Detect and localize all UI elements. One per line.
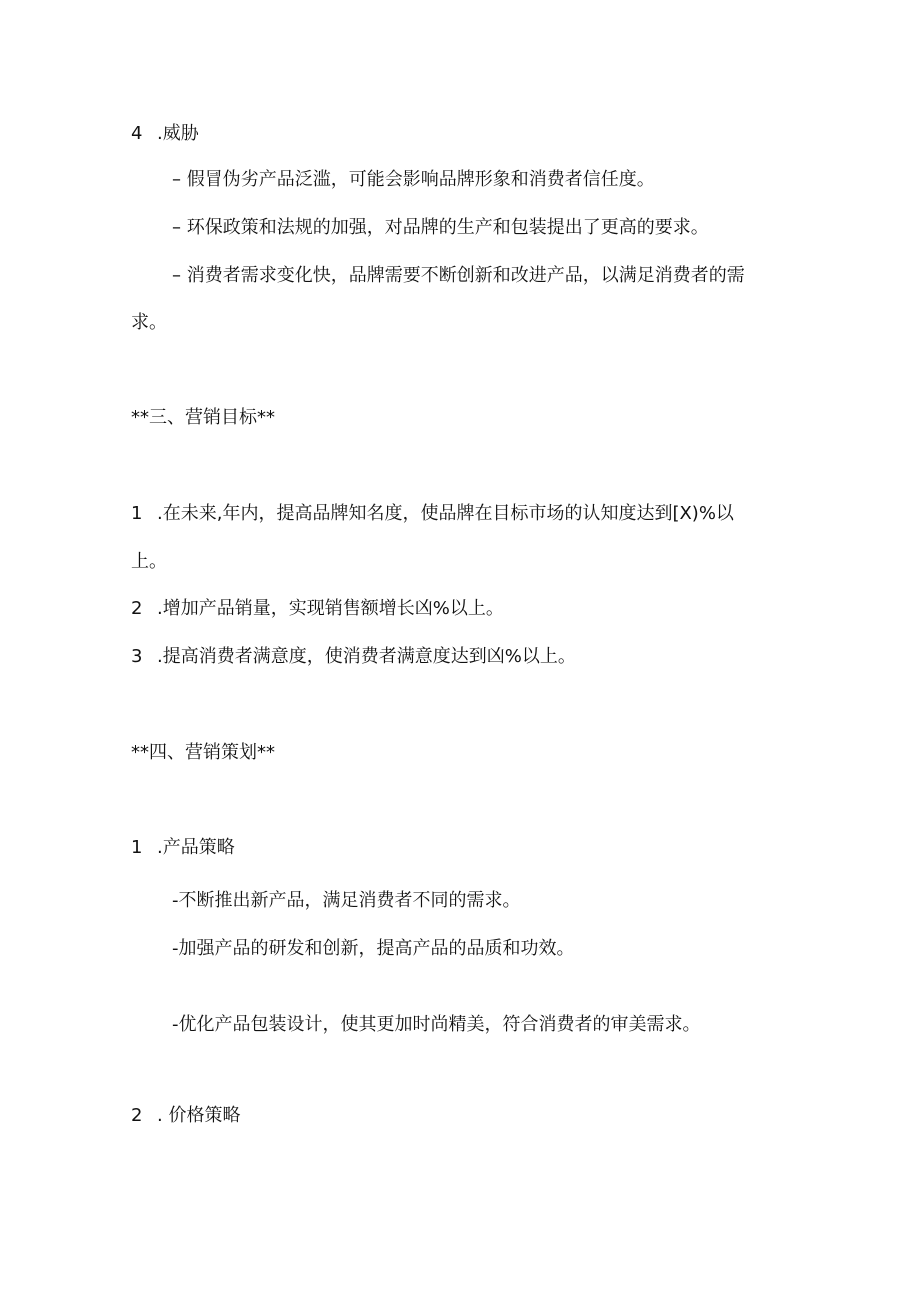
- goal-item: [131, 502, 734, 526]
- subsection-title: .产品策略: [157, 837, 235, 858]
- bullet-item: -加强产品的研发和创新，提高产品的品质和功效。: [172, 938, 575, 959]
- goal-item-wrap: 上。: [131, 551, 167, 572]
- section-heading: **三、营销目标**: [131, 407, 275, 428]
- section-heading: **四、营销策划**: [131, 742, 275, 763]
- bullet-item-wrap: 求。: [131, 312, 167, 333]
- list-number: 2: [131, 598, 143, 619]
- goal-text: .提高消费者满意度，使消费者满意度达到凶%以上。: [157, 646, 576, 667]
- goal-item: [131, 597, 504, 621]
- threats-heading: [131, 122, 199, 146]
- goal-item: [131, 645, 576, 669]
- bullet-item: -不断推出新产品，满足消费者不同的需求。: [172, 890, 521, 911]
- subsection-heading: [131, 1104, 240, 1128]
- bullet-item: – 消费者需求变化快，品牌需要不断创新和改进产品，以满足消费者的需: [172, 265, 745, 286]
- list-number: 3: [131, 646, 143, 667]
- subsection-heading: [131, 836, 235, 860]
- bullet-item: – 环保政策和法规的加强，对品牌的生产和包装提出了更高的要求。: [172, 217, 709, 238]
- goal-text: .在未来,年内，提高品牌知名度，使品牌在目标市场的认知度达到[X)%以: [157, 503, 734, 524]
- bullet-item: -优化产品包装设计，使其更加时尚精美，符合消费者的审美需求。: [172, 1014, 701, 1035]
- section-title: .威胁: [157, 123, 199, 144]
- goal-text: .增加产品销量，实现销售额增长凶%以上。: [157, 598, 504, 619]
- list-number: 1: [131, 837, 143, 858]
- list-number: 4: [131, 123, 143, 144]
- list-number: 1: [131, 503, 143, 524]
- bullet-item: – 假冒伪劣产品泛滥，可能会影响品牌形象和消费者信任度。: [172, 169, 655, 190]
- list-number: 2: [131, 1105, 143, 1126]
- subsection-title: . 价格策略: [157, 1105, 241, 1126]
